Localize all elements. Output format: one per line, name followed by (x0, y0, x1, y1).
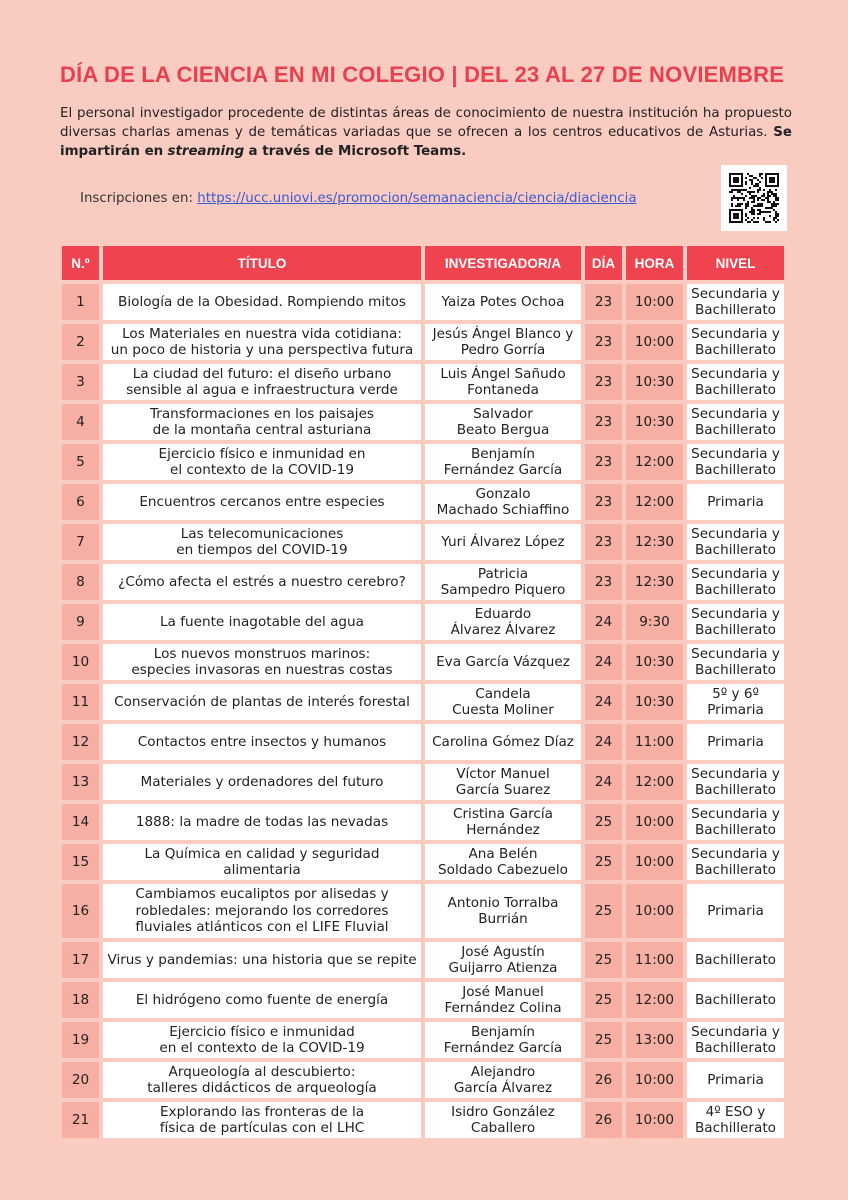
cell-level (687, 284, 784, 320)
cell-researcher-line: Beato Bergua (456, 422, 550, 438)
cell-time: 10:30 (626, 644, 683, 680)
cell-time: 10:00 (626, 284, 683, 320)
table-row (62, 644, 784, 680)
cell-researcher-line: Caballero (470, 1120, 536, 1136)
cell-day: 25 (585, 982, 622, 1018)
table-row (62, 884, 784, 938)
cell-level (687, 484, 784, 520)
cell-researcher (425, 404, 581, 440)
intro-paragraph (60, 104, 792, 161)
cell-title-line: ¿Cómo afecta el estrés a nuestro cerebro? (118, 573, 406, 590)
cell-day: 23 (585, 444, 622, 480)
cell-time: 9:30 (626, 604, 683, 640)
cell-number: 17 (62, 942, 99, 978)
table-row (62, 942, 784, 978)
cell-level-line: Bachillerato (694, 862, 776, 878)
cell-title-line: La fuente inagotable del agua (159, 613, 365, 630)
cell-level (687, 884, 784, 938)
cell-researcher-line: Luis Ángel Sañudo (440, 365, 566, 382)
cell-researcher (425, 1062, 581, 1098)
cell-researcher-line: Yuri Álvarez López (441, 533, 565, 550)
cell-title-line: Arqueología al descubierto: (168, 1063, 356, 1080)
cell-day: 25 (585, 884, 622, 938)
cell-title (103, 1102, 421, 1138)
table-row (62, 564, 784, 600)
cell-time: 12:00 (626, 764, 683, 800)
cell-number: 18 (62, 982, 99, 1018)
table-row (62, 444, 784, 480)
cell-title (103, 324, 421, 360)
cell-level-line: Bachillerato (694, 991, 776, 1008)
cell-level (687, 644, 784, 680)
cell-title-line: La Química en calidad y seguridad alimentaria (144, 845, 380, 878)
cell-level (687, 564, 784, 600)
intro-bold-italic: streaming (167, 144, 245, 159)
cell-number: 5 (62, 444, 99, 480)
cell-level (687, 444, 784, 480)
cell-researcher-line: Cristina García (452, 805, 554, 822)
cell-number: 8 (62, 564, 99, 600)
cell-researcher-line: Fernández Colina (444, 1000, 562, 1016)
cell-level-line: Primaria (707, 902, 764, 919)
cell-level-line: Secundaria y (691, 445, 780, 462)
cell-time: 11:00 (626, 942, 683, 978)
cell-title-line: robledales: mejorando los corredores (135, 902, 389, 919)
table-row (62, 1102, 784, 1138)
cell-day: 23 (585, 524, 622, 560)
cell-level-line: Secundaria y (691, 325, 780, 342)
cell-number: 14 (62, 804, 99, 840)
cell-level (687, 324, 784, 360)
cell-researcher-line: Machado Schiaffino (436, 502, 570, 518)
cell-time: 10:00 (626, 884, 683, 938)
table-row (62, 404, 784, 440)
cell-title-line: Cambiamos eucaliptos por alisedas y (135, 886, 389, 903)
cell-researcher-line: Eduardo (474, 605, 532, 622)
table-row (62, 1062, 784, 1098)
cell-researcher (425, 804, 581, 840)
cell-time: 12:00 (626, 982, 683, 1018)
cell-level (687, 764, 784, 800)
cell-time: 10:30 (626, 364, 683, 400)
cell-researcher-line: Fontaneda (467, 382, 539, 398)
cell-title-line: especies invasoras en nuestras costas (131, 662, 393, 678)
cell-level-line: 5º y 6º (712, 685, 759, 702)
cell-day: 26 (585, 1062, 622, 1098)
cell-title (103, 1062, 421, 1098)
cell-title (103, 364, 421, 400)
cell-level-line: Secundaria y (691, 805, 780, 822)
cell-title-line: física de partículas con el LHC (159, 1120, 365, 1136)
cell-number: 7 (62, 524, 99, 560)
cell-number: 16 (62, 884, 99, 938)
cell-researcher-line: Benjamín (470, 445, 536, 462)
cell-researcher-line: Cuesta Moliner (452, 702, 554, 718)
cell-time: 10:30 (626, 684, 683, 720)
cell-level-line: Primaria (707, 1071, 764, 1088)
cell-researcher-line: José Agustín (461, 943, 545, 960)
cell-researcher-line: Gonzalo (475, 485, 531, 502)
cell-title-line: Contactos entre insectos y humanos (137, 733, 387, 750)
cell-level-line: Bachillerato (694, 542, 776, 558)
cell-level-line: Secundaria y (691, 405, 780, 422)
cell-researcher-line: Sampedro Piquero (440, 582, 566, 598)
table-row (62, 484, 784, 520)
cell-number: 6 (62, 484, 99, 520)
cell-researcher (425, 982, 581, 1018)
cell-number: 10 (62, 644, 99, 680)
cell-title (103, 844, 421, 880)
cell-number: 3 (62, 364, 99, 400)
cell-number: 11 (62, 684, 99, 720)
cell-title-line: Las telecomunicaciones (180, 525, 344, 542)
cell-level (687, 1022, 784, 1058)
cell-researcher-line: Guijarro Atienza (448, 960, 558, 976)
events-table (58, 242, 788, 1142)
cell-title (103, 982, 421, 1018)
cell-level (687, 364, 784, 400)
cell-number: 19 (62, 1022, 99, 1058)
cell-title-line: sensible al agua e infraestructura verde (126, 382, 398, 398)
cell-level (687, 982, 784, 1018)
cell-level (687, 524, 784, 560)
cell-number: 12 (62, 724, 99, 760)
cell-title-line: Ejercicio físico e inmunidad en (158, 445, 366, 462)
cell-level-line: 4º ESO y (705, 1103, 766, 1120)
cell-day: 24 (585, 724, 622, 760)
cell-level-line: Secundaria y (691, 365, 780, 382)
cell-researcher (425, 644, 581, 680)
cell-level-line: Bachillerato (694, 1120, 776, 1136)
cell-level-line: Primaria (707, 702, 764, 718)
cell-title-line: en tiempos del COVID-19 (176, 542, 348, 558)
cell-researcher-line: Hernández (466, 822, 540, 838)
page-title: DÍA DE LA CIENCIA EN MI COLEGIO | DEL 23 AL 27 DE NOVIEMBRE (60, 62, 785, 87)
cell-researcher (425, 942, 581, 978)
cell-level-line: Bachillerato (694, 422, 776, 438)
cell-researcher-line: Patricia (477, 565, 529, 582)
cell-researcher-line: Yaiza Potes Ochoa (441, 293, 565, 310)
cell-researcher (425, 524, 581, 560)
cell-level-line: Bachillerato (694, 782, 776, 798)
cell-title-line: Transformaciones en los paisajes (149, 405, 375, 422)
cell-day: 23 (585, 564, 622, 600)
intro-text: El personal investigador procedente de distintas áreas de conocimiento de nuestra institución ha propuesto diversas charlas amenas y de temáticas variadas que se ofrecen a los centros educativos de Asturias. (60, 106, 792, 140)
table-row (62, 364, 784, 400)
cell-title-line: Virus y pandemias: una historia que se repite (107, 951, 417, 968)
cell-researcher-line: Fernández García (443, 462, 563, 478)
cell-title (103, 684, 421, 720)
cell-researcher-line: Isidro González (451, 1103, 555, 1120)
cell-level (687, 684, 784, 720)
cell-day: 23 (585, 404, 622, 440)
cell-researcher (425, 364, 581, 400)
cell-level (687, 942, 784, 978)
cell-level-line: Secundaria y (691, 605, 780, 622)
cell-researcher-line: Antonio Torralba (447, 894, 559, 911)
cell-title (103, 644, 421, 680)
cell-researcher-line: Alejandro (470, 1063, 536, 1080)
signup-link[interactable]: https://ucc.uniovi.es/promocion/semanaciencia/ciencia/diaciencia (197, 191, 637, 206)
cell-title (103, 484, 421, 520)
cell-title-line: Los Materiales en nuestra vida cotidiana: (122, 325, 402, 342)
cell-title (103, 524, 421, 560)
cell-title (103, 564, 421, 600)
cell-title (103, 942, 421, 978)
cell-researcher (425, 884, 581, 938)
cell-researcher (425, 684, 581, 720)
cell-title-line: El hidrógeno como fuente de energía (135, 991, 389, 1008)
cell-researcher-line: Candela (475, 685, 531, 702)
cell-day: 25 (585, 942, 622, 978)
cell-researcher-line: Benjamín (470, 1023, 536, 1040)
cell-researcher (425, 284, 581, 320)
cell-level-line: Secundaria y (691, 525, 780, 542)
cell-level-line: Secundaria y (691, 845, 780, 862)
cell-title (103, 604, 421, 640)
cell-researcher (425, 764, 581, 800)
cell-time: 11:00 (626, 724, 683, 760)
cell-researcher-line: Burrián (478, 911, 528, 927)
table-header-row (62, 246, 784, 280)
cell-title (103, 764, 421, 800)
cell-level-line: Secundaria y (691, 565, 780, 582)
cell-level (687, 604, 784, 640)
cell-day: 23 (585, 364, 622, 400)
cell-level (687, 1062, 784, 1098)
cell-number: 2 (62, 324, 99, 360)
cell-level-line: Bachillerato (694, 951, 776, 968)
cell-title (103, 1022, 421, 1058)
cell-number: 21 (62, 1102, 99, 1138)
cell-researcher-line: Eva García Vázquez (436, 653, 570, 670)
table-row (62, 804, 784, 840)
cell-level (687, 844, 784, 880)
table-row (62, 284, 784, 320)
qr-code-icon[interactable] (721, 165, 787, 231)
header-col-dia: DÍA (585, 246, 622, 280)
signup-line (80, 191, 637, 206)
cell-title-line: Biología de la Obesidad. Rompiendo mitos (118, 293, 406, 310)
cell-number: 9 (62, 604, 99, 640)
table-row (62, 604, 784, 640)
cell-time: 12:00 (626, 484, 683, 520)
cell-time: 10:00 (626, 804, 683, 840)
cell-number: 15 (62, 844, 99, 880)
header-col-nivel: NIVEL (687, 246, 784, 280)
cell-day: 23 (585, 324, 622, 360)
cell-number: 13 (62, 764, 99, 800)
cell-time: 13:00 (626, 1022, 683, 1058)
table-row (62, 1022, 784, 1058)
table-row (62, 764, 784, 800)
cell-title-line: talleres didácticos de arqueología (147, 1080, 377, 1096)
cell-title-line: un poco de historia y una perspectiva futura (110, 342, 414, 358)
cell-level-line: Bachillerato (694, 1040, 776, 1056)
cell-title-line: en el contexto de la COVID-19 (159, 1040, 365, 1056)
cell-researcher-line: García Suarez (455, 782, 551, 798)
cell-day: 24 (585, 684, 622, 720)
cell-title (103, 284, 421, 320)
cell-time: 12:00 (626, 444, 683, 480)
cell-time: 10:00 (626, 844, 683, 880)
cell-level (687, 724, 784, 760)
cell-level-line: Secundaria y (691, 285, 780, 302)
cell-researcher (425, 484, 581, 520)
cell-researcher (425, 604, 581, 640)
cell-researcher (425, 324, 581, 360)
cell-day: 25 (585, 1022, 622, 1058)
cell-level-line: Bachillerato (694, 622, 776, 638)
table-row (62, 324, 784, 360)
cell-researcher-line: Soldado Cabezuelo (438, 862, 568, 878)
cell-level-line: Primaria (707, 493, 764, 510)
table-row (62, 844, 784, 880)
header-col-hora: HORA (626, 246, 683, 280)
cell-level (687, 404, 784, 440)
cell-researcher (425, 1022, 581, 1058)
table-row (62, 684, 784, 720)
cell-number: 20 (62, 1062, 99, 1098)
signup-label: Inscripciones en: (80, 191, 193, 206)
cell-title (103, 724, 421, 760)
cell-day: 24 (585, 604, 622, 640)
cell-researcher-line: Ana Belén (468, 845, 538, 862)
cell-title (103, 804, 421, 840)
cell-day: 23 (585, 484, 622, 520)
cell-day: 25 (585, 844, 622, 880)
cell-title-line: Los nuevos monstruos marinos: (153, 645, 371, 662)
cell-researcher-line: Álvarez Álvarez (450, 622, 556, 638)
cell-day: 24 (585, 644, 622, 680)
cell-time: 10:00 (626, 324, 683, 360)
cell-researcher (425, 444, 581, 480)
cell-day: 25 (585, 804, 622, 840)
header-col-investigador: INVESTIGADOR/A (425, 246, 581, 280)
cell-researcher (425, 1102, 581, 1138)
table-row (62, 524, 784, 560)
cell-level-line: Bachillerato (694, 382, 776, 398)
cell-researcher (425, 724, 581, 760)
cell-researcher-line: Salvador (473, 405, 533, 422)
cell-title-line: 1888: la madre de todas las nevadas (135, 813, 389, 830)
cell-time: 10:30 (626, 404, 683, 440)
cell-researcher-line: José Manuel (462, 983, 544, 1000)
table-row (62, 724, 784, 760)
cell-title-line: Materiales y ordenadores del futuro (140, 773, 384, 790)
cell-level-line: Secundaria y (691, 765, 780, 782)
cell-level-line: Bachillerato (694, 302, 776, 318)
cell-level-line: Bachillerato (694, 462, 776, 478)
cell-number: 4 (62, 404, 99, 440)
cell-level (687, 1102, 784, 1138)
cell-researcher-line: Carolina Gómez Díaz (432, 733, 574, 750)
cell-time: 10:00 (626, 1102, 683, 1138)
cell-number: 1 (62, 284, 99, 320)
cell-level-line: Bachillerato (694, 662, 776, 678)
cell-title-line: Conservación de plantas de interés forestal (114, 693, 410, 710)
cell-title-line: La ciudad del futuro: el diseño urbano (132, 365, 392, 382)
cell-time: 12:30 (626, 524, 683, 560)
cell-title (103, 404, 421, 440)
cell-level-line: Bachillerato (694, 822, 776, 838)
cell-title (103, 884, 421, 938)
cell-researcher-line: Fernández García (443, 1040, 563, 1056)
cell-title-line: Explorando las fronteras de la (159, 1103, 365, 1120)
cell-researcher-line: García Álvarez (453, 1080, 553, 1096)
cell-researcher-line: Víctor Manuel (456, 765, 550, 782)
header-col-num: N.º (62, 246, 99, 280)
cell-level (687, 804, 784, 840)
table-row (62, 982, 784, 1018)
intro-bold-1: Se impartirán en (60, 125, 792, 159)
cell-title-line: Ejercicio físico e inmunidad (169, 1023, 355, 1040)
cell-time: 10:00 (626, 1062, 683, 1098)
cell-researcher-line: Jesús Ángel Blanco y (432, 325, 574, 342)
cell-researcher (425, 844, 581, 880)
cell-title-line: fluviales atlánticos con el LIFE Fluvial (135, 919, 389, 936)
cell-level-line: Bachillerato (694, 342, 776, 358)
cell-day: 26 (585, 1102, 622, 1138)
cell-level-line: Bachillerato (694, 582, 776, 598)
cell-time: 12:30 (626, 564, 683, 600)
intro-bold-2: a través de Microsoft Teams. (248, 144, 467, 159)
cell-level-line: Secundaria y (691, 645, 780, 662)
header-col-titulo: TÍTULO (103, 246, 421, 280)
cell-title-line: de la montaña central asturiana (152, 422, 372, 438)
cell-researcher (425, 564, 581, 600)
cell-title-line: el contexto de la COVID-19 (169, 462, 354, 478)
cell-level-line: Secundaria y (691, 1023, 780, 1040)
cell-title (103, 444, 421, 480)
cell-day: 24 (585, 764, 622, 800)
cell-day: 23 (585, 284, 622, 320)
cell-researcher-line: Pedro Gorría (460, 342, 546, 358)
cell-level-line: Primaria (707, 733, 764, 750)
cell-title-line: Encuentros cercanos entre especies (139, 493, 385, 510)
